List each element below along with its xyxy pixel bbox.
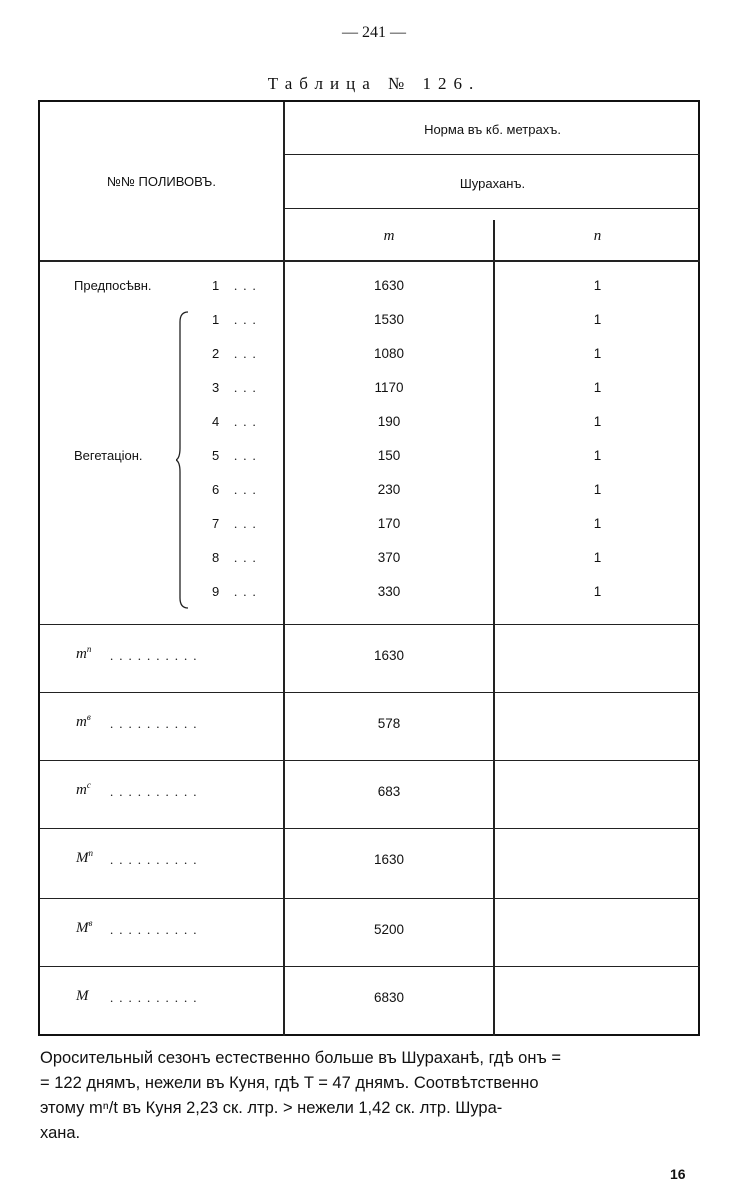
summary-symbol	[76, 780, 91, 799]
row-value-n: 1	[593, 448, 602, 463]
summary-value: 683	[377, 784, 401, 799]
row-number: 1	[212, 278, 220, 293]
group-brace	[176, 310, 190, 610]
data-table	[38, 100, 700, 1036]
row-leader-dots: ...	[234, 550, 262, 565]
summary-value: 5200	[373, 922, 405, 937]
row-leader-dots: ...	[234, 414, 262, 429]
summary-symbol	[76, 986, 89, 1005]
row-leader-dots: ...	[234, 380, 262, 395]
header-place: Шураханъ.	[459, 176, 526, 191]
header-bottom-rule	[40, 260, 700, 262]
header-col-m: m	[383, 228, 395, 244]
row-rule-5	[40, 898, 700, 899]
row-value-n: 1	[593, 516, 602, 531]
row-number: 6	[212, 482, 220, 497]
signature-mark: 16	[670, 1166, 686, 1182]
summary-leader-dots: ..........	[110, 648, 203, 663]
summary-symbol-superscript: в	[88, 918, 93, 928]
row-leader-dots: ...	[234, 516, 262, 531]
row-number: 7	[212, 516, 220, 531]
summary-leader-dots: ..........	[110, 990, 203, 1005]
row-number: 1	[212, 312, 220, 327]
row-value-m: 190	[377, 414, 401, 429]
summary-symbol-letter: M	[76, 920, 89, 936]
summary-symbol	[76, 848, 93, 867]
row-leader-dots: ...	[234, 312, 262, 327]
row-group-label: Предпосѣвн.	[74, 278, 152, 293]
summary-symbol-letter: m	[76, 646, 87, 662]
row-value-m: 230	[377, 482, 401, 497]
summary-symbol	[76, 644, 91, 663]
row-rule-3	[40, 760, 700, 761]
footer-line-4: хана.	[40, 1124, 81, 1142]
row-rule-2	[40, 692, 700, 693]
header-col-n: n	[593, 228, 602, 244]
summary-symbol-letter: M	[76, 988, 89, 1004]
row-value-n: 1	[593, 278, 602, 293]
row-value-m: 1530	[373, 312, 405, 327]
row-value-m: 170	[377, 516, 401, 531]
row-rule-4	[40, 828, 700, 829]
footer-paragraph	[40, 1046, 704, 1146]
summary-symbol-letter: m	[76, 782, 87, 798]
row-value-m: 1170	[374, 380, 404, 395]
row-value-n: 1	[593, 312, 602, 327]
summary-leader-dots: ..........	[110, 852, 203, 867]
summary-leader-dots: ..........	[110, 784, 203, 799]
table-title: Таблица № 126.	[267, 74, 481, 93]
row-group-label: Вегетаціон.	[74, 448, 143, 463]
row-value-m: 330	[377, 584, 401, 599]
row-value-n: 1	[593, 414, 602, 429]
summary-leader-dots: ..........	[110, 922, 203, 937]
summary-symbol-superscript: п	[86, 644, 92, 654]
summary-value: 1630	[373, 852, 405, 867]
row-value-m: 1080	[373, 346, 405, 361]
row-number: 5	[212, 448, 220, 463]
row-value-n: 1	[593, 584, 602, 599]
row-value-m: 370	[377, 550, 401, 565]
page-number: — 241 —	[342, 24, 406, 41]
row-leader-dots: ...	[234, 584, 262, 599]
row-leader-dots: ...	[234, 448, 262, 463]
summary-symbol	[76, 712, 91, 731]
row-value-n: 1	[593, 550, 602, 565]
row-number: 9	[212, 584, 220, 599]
footer-line-3: этому mⁿ/t въ Куня 2,23 ск. лтр. > нежели 1,42 ск. лтр. Шура-	[40, 1099, 503, 1117]
row-rule-6	[40, 966, 700, 967]
summary-symbol-superscript: с	[86, 780, 91, 790]
footer-line-1: Оросительный сезонъ естественно больше въ Шураханѣ, гдѣ онъ =	[40, 1049, 561, 1067]
column-divider-right	[493, 220, 495, 1036]
summary-value: 6830	[373, 990, 405, 1005]
row-leader-dots: ...	[234, 278, 262, 293]
row-rule-1	[40, 624, 700, 625]
row-value-n: 1	[593, 482, 602, 497]
summary-symbol-superscript: п	[88, 848, 93, 858]
summary-symbol-letter: m	[76, 714, 87, 730]
summary-value: 578	[377, 716, 401, 731]
summary-symbol-letter: M	[76, 850, 89, 866]
row-number: 3	[212, 380, 220, 395]
summary-symbol	[76, 918, 92, 937]
row-leader-dots: ...	[234, 482, 262, 497]
row-value-n: 1	[593, 346, 602, 361]
row-value-m: 150	[377, 448, 401, 463]
row-value-n: 1	[593, 380, 602, 395]
header-divider-1	[285, 154, 700, 155]
summary-symbol-superscript: в	[86, 712, 91, 722]
row-value-m: 1630	[373, 278, 405, 293]
summary-leader-dots: ..........	[110, 716, 203, 731]
header-divider-2	[285, 208, 700, 209]
row-number: 8	[212, 550, 220, 565]
footer-line-2: = 122 днямъ, нежели въ Куня, гдѣ T = 47 днямъ. Соотвѣтственно	[40, 1074, 539, 1092]
row-number: 4	[212, 414, 220, 429]
row-leader-dots: ...	[234, 346, 262, 361]
summary-value: 1630	[373, 648, 405, 663]
row-number: 2	[212, 346, 220, 361]
header-watering-numbers: №№ ПОЛИВОВЪ.	[107, 174, 216, 189]
header-norm: Норма въ кб. метрахъ.	[424, 122, 561, 137]
